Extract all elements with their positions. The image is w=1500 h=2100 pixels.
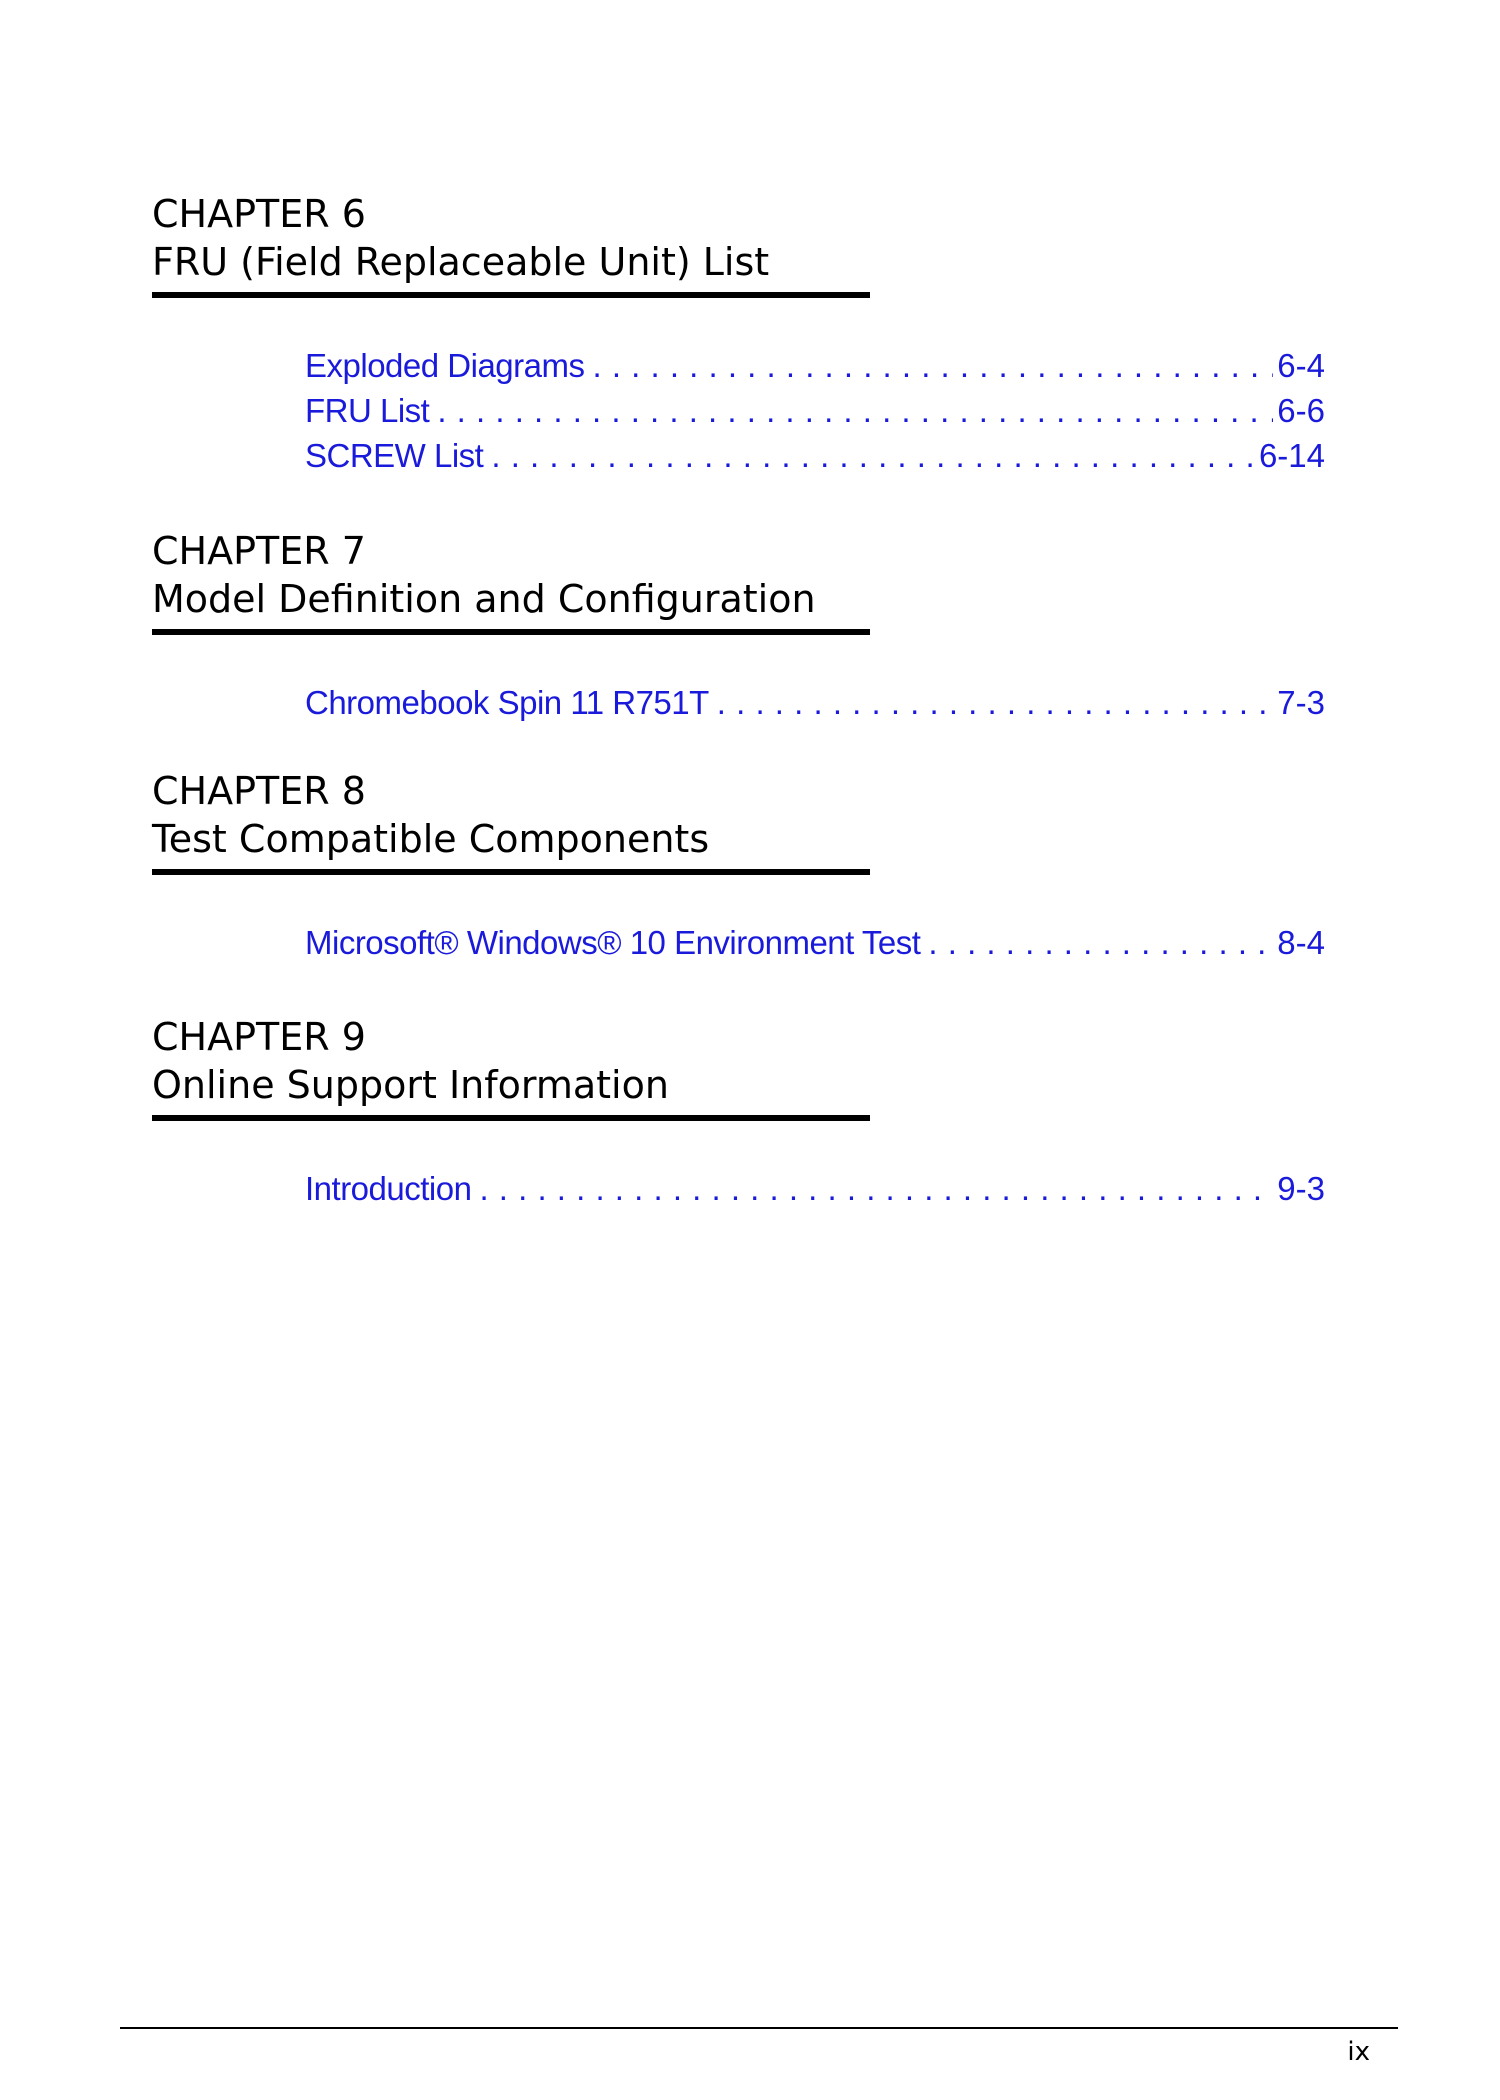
toc-link-fru-list[interactable] [305,388,1325,433]
toc-entry-label: Introduction [305,1170,472,1207]
toc-entry-page: 7-3 [1277,684,1325,721]
toc-link-chromebook-spin-11[interactable] [305,680,1325,725]
toc-entry-page: 6-14 [1258,437,1325,474]
dot-leader [592,343,1273,388]
toc-link-screw-list[interactable] [305,433,1325,478]
toc-entry-label: FRU List [305,392,430,429]
chapter-heading: CHAPTER 6 [152,192,366,236]
chapter-heading: CHAPTER 8 [152,769,366,813]
dot-leader [717,680,1274,725]
chapter-title: Model Definition and Configuration [152,575,870,635]
dot-leader [491,433,1255,478]
chapter-7-header [152,527,870,635]
footer-divider [120,2027,1398,2029]
chapter-heading: CHAPTER 7 [152,529,366,573]
toc-list-chapter-8 [152,920,1352,965]
toc-entry-label: SCREW List [305,437,484,474]
toc-entry-page: 6-6 [1277,392,1325,429]
toc-link-exploded-diagrams[interactable] [305,343,1325,388]
chapter-9-header [152,1013,870,1121]
toc-entry-page: 6-4 [1277,347,1325,384]
toc-entry-page: 8-4 [1277,924,1325,961]
dot-leader [479,1166,1273,1211]
toc-entry-label: Microsoft® Windows® 10 Environment Test [305,924,921,961]
toc-link-windows-10-environment-test[interactable] [305,920,1325,965]
chapter-title: Online Support Information [152,1061,870,1121]
chapter-heading: CHAPTER 9 [152,1015,366,1059]
dot-leader [437,388,1273,433]
page-number: ix [1347,2037,1370,2067]
chapter-title: FRU (Field Replaceable Unit) List [152,238,870,298]
toc-list-chapter-9 [152,1166,1352,1211]
chapter-title: Test Compatible Components [152,815,870,875]
toc-entry-page: 9-3 [1277,1170,1325,1207]
chapter-6-header [152,190,870,298]
toc-link-introduction[interactable] [305,1166,1325,1211]
dot-leader [928,920,1273,965]
toc-entry-label: Exploded Diagrams [305,347,585,384]
toc-list-chapter-6 [152,343,1352,478]
toc-list-chapter-7 [152,680,1352,725]
chapter-8-header [152,767,870,875]
toc-entry-label: Chromebook Spin 11 R751T [305,684,709,721]
